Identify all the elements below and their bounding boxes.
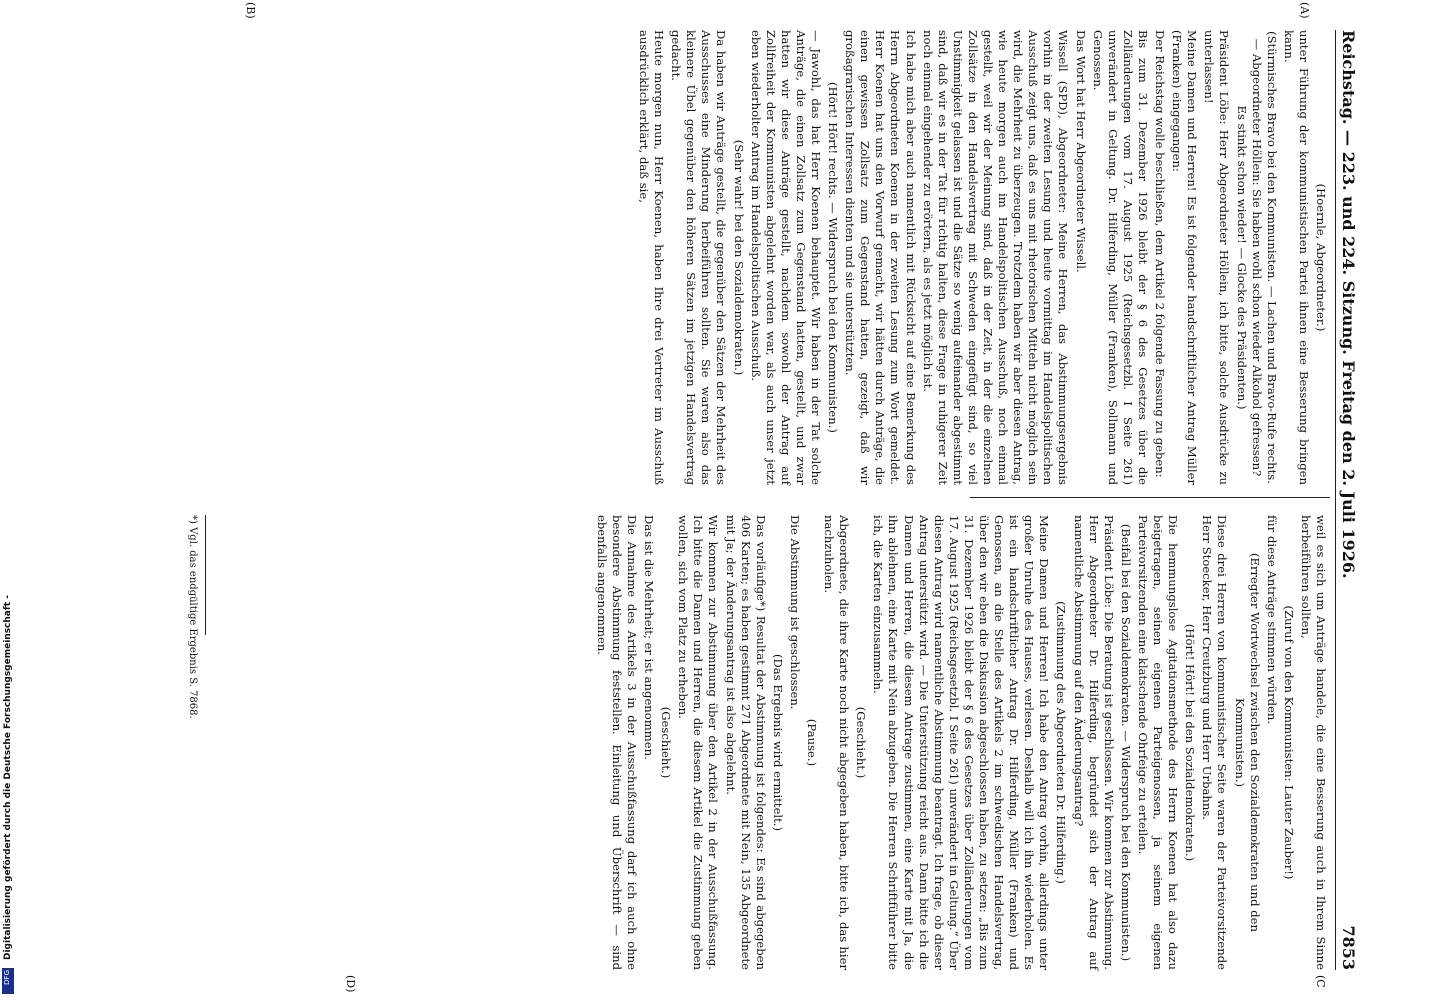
paragraph: Präsident Löbe: Die Beratung ist geschlossen. Wir kommen zur Abstimmung. Herr Abgeordneter Dr. Hilferding, begründet sich der Antrag auf namentliche Abstimmung auf den Änderungsantrag? [1071,515,1116,970]
margin-marker-c: (C [1314,975,1327,988]
margin-marker-d: (D) [344,975,357,993]
paragraph: unter Führung der kommunistischen Partei ihnen eine Besserung bringen kann. [1281,30,1311,485]
paragraph: Das Wort hat Herr Abgeordneter Wissell. [1073,30,1088,273]
digitization-credit-text: Digitalisierung gefördert durch die Deutsche Forschungsgemeinschaft - [3,595,13,960]
interjection: (Geschieht.) [854,706,869,779]
paragraph: Heute morgen nun, Herr Koenen, haben Ihre drei Vertreter im Ausschuß ausdrücklich erklärt, daß sie, [636,30,667,485]
paragraph: Präsident Löbe: Herr Abgeordneter Höllein, ich bitte, solche Ausdrücke zu unterlassen! [1202,30,1232,485]
right-column [592,515,1328,970]
interjection: (Stürmisches Bravo bei den Kommunisten. — Lachen und Bravo-Rufe rechts. — Abgeordneter Höllein: Sie haben wohl schon wieder Alkohol gefressen? Es stinkt schon wieder! — Glocke des Präsidenten.) [1234,31,1279,484]
paragraph: Da haben wir Anträge gestellt, die gegenüber den Sätzen der Mehrheit des Ausschusses eine Minderung herbeiführen sollten. Sie waren also das kleinere Übel gegenüber den höheren Sätzen im jetzigen Handelsvertrag gedacht. [669,30,729,485]
paragraph: Diese drei Herren von kommunistischer Seite waren der Parteivorsitzende Herr Stoecker, Herr Creutzburg und Herr Urbahns. [1200,515,1230,970]
paragraph: für diese Anträge stimmen würden. [1264,515,1279,725]
paragraph: Wir kommen zur Abstimmung über den Artikel 2 in der Ausschußfassung. Ich bitte die Damen und Herren, die diesem Artikel die Zustimmung geben wollen, sich vom Platz zu erheben. [676,515,721,970]
footnote: *) Vgl. das endgültige Ergebnis S. 7868. [187,515,198,719]
interjection: (Erregter Wortwechsel zwischen den Sozialdemokraten und den Kommunisten.) [1232,552,1262,932]
dfg-logo-icon [2,968,14,994]
paragraph: Abgeordnete, die ihre Karte noch nicht abgegeben haben, bitte ich, das hier nachzuholen. [822,515,852,970]
margin-marker-a: (A) [1298,2,1311,19]
paragraph: Das vorläufige*) Resultat der Abstimmung ist folgendes: Es sind abgegeben 406 Karten; es haben gestimmt 271 Abgeordnete mit Nein, 135 Abgeordnete mit Ja; der Änderungsantrag ist also abgelehnt. [723,515,768,970]
paragraph: Der Reichstag wolle beschließen, dem Artikel 2 folgende Fassung zu geben: [1153,30,1168,478]
paragraph: Das ist die Mehrheit; er ist angenommen. [642,515,657,760]
paragraph: Die hemmungslose Agitationsmethode des Herrn Koenen hat also dazu beigetragen, seinen eigenen Parteigenossen, ja seinem eigenen Parteivorsitzenden eine klatschende Ohrfeige zu erteilen. [1135,515,1181,970]
margin-marker-b: (B) [244,2,257,19]
speaker-tag: (Hoernle, Abgeordneter.) [1314,183,1328,332]
column-divider [970,497,1330,498]
interjection: (Pause.) [805,718,819,767]
paragraph: weil es sich um Anträge handele, die eine Besserung auch in Ihrem Sinne herbeiführen sollten, [1298,515,1328,970]
interjection: (Zuruf von den Kommunisten: Lauter Zauber!) [1281,605,1296,880]
left-column [634,30,1328,485]
interjection: (Zustimmung des Abgeordneten Dr. Hilferding.) [1054,601,1069,884]
paragraph: Die Annahme des Artikels 3 in der Ausschußfassung darf ich auch ohne besondere Abstimmung feststellen. Einleitung und Überschrift — sind ebenfalls angenommen. [594,515,639,970]
paragraph: Ich habe mich aber auch namentlich mit Rücksicht auf eine Bemerkung des Herrn Abgeordneten Koenen in der zweiten Lesung zum Wort gemeldet. Herr Koenen hat uns den Vorwurf gemacht, wir hätten durch Anträge, die einen gewissen Zollsatz zum Gegenstand hatten, gezeigt, daß wir großagrarischen Interessen dienten und sie unterstützten. [843,30,918,485]
interjection: (Geschieht.) [659,706,674,779]
interjection: (Das Ergebnis wird ermittelt.) [770,653,785,832]
interjection: (Beifall bei den Sozialdemokraten. — Widerspruch bei den Kommunisten.) [1118,523,1133,962]
paragraph: Meine Damen und Herren! Es ist folgender handschriftlicher Antrag Müller (Franken) eingegangen: [1170,30,1200,485]
interjection: (Hört! Hört! bei den Sozialdemokraten.) [1183,623,1198,862]
interjection: (Hört! Hört! rechts. — Widerspruch bei den Kommunisten.) [826,82,841,433]
paragraph: Die Abstimmung ist geschlossen. [787,515,802,710]
footnote-rule [205,515,206,635]
motion-text: Bis zum 31. Dezember 1926 bleibt der § 6 des Gesetzes über die Zolländerungen vom 17. August 1925 (Reichsgesetzbl. I Seite 261) unverändert in Geltung. Dr. Hilferding, Müller (Franken), Sollmann und Genossen. [1090,30,1150,485]
interjection: (Sehr wahr! bei den Sozialdemokraten.) [731,139,746,376]
paragraph: Meine Damen und Herren! Ich habe den Antrag vorhin, allerdings unter großer Unruhe des Hauses, verlesen. Deshalb will ich ihn wiederholen. Es ist ein handschriftlicher Antrag Dr. Hilferding, Müller (Franken) und Genossen, an die Stelle des Artikels 2 im schwedischen Handelsvertrag, über den wir eben die Diskussion abgeschlossen haben, zu setzen: „Bis zum 31. Dezember 1926 bleibt der § 6 des Gesetzes über Zolländerungen vom 17. August 1925 (Reichsgesetzbl. I Seite 261) unverändert in Geltung.“ Über diesen Antrag wird namentliche Abstimmung beantragt. Ich frage, ob dieser Antrag unterstützt wird. — Die Unterstützung reicht aus. Dann bitte ich die Damen und Herren, die diesem Antrage zustimmen, eine Karte mit Ja, die ihn ablehnen, eine Karte mit Nein abzugeben. Die Herren Schriftführer bitte ich, die Karten einzusammeln. [871,515,1052,970]
page-header-title: Reichstag. — 223. und 224. Sitzung. Freitag den 2. Juli 1926. [1339,30,1358,579]
paragraph: — Jawohl, das hat Herr Koenen behauptet. Wir haben in der Tat solche Anträge, die einen Zollsatz zum Gegenstand hatten, gestellt, und zwar hatten wir diese Anträge gestellt, nachdem sowohl der Antrag auf Zollfreiheit der Kommunisten abgelehnt worden war, als auch unser jetzt eben wiederholter Antrag im Handelspolitischen Ausschuß. [748,30,823,485]
rotated-page-content [108,0,1358,1000]
dfg-logo-text: DFG [3,970,11,985]
page-header [1335,30,1356,970]
paragraph: Wissell (SPD), Abgeordneter: Meine Herren, das Abstimmungsergebnis vorhin in der zweiten Lesung und heute vormittag im Handelspolitischen Ausschuß zeigt uns, daß es uns mit rhetorischen Mitteln nicht möglich sein wird, die Mehrheit zu überzeugen. Trotzdem haben wir aber diesen Antrag, wie heute morgen auch im Handelspolitischen Ausschuß, noch einmal gestellt, weil wir der Meinung sind, daß in der Zeit, in der die einzelnen Zollsätze in den Handelsvertrag mit Schweden eingefügt sind, so viel Unstimmigkeit gelassen ist und die Sätze so wenig aufeinander abgestimmt sind, daß wir es in der Tat für richtig halten, diese Frage in ruhigerer Zeit noch einmal eingehender zu erörtern, als es jetzt möglich ist. [920,30,1071,485]
page-number: 7853 [1339,925,1358,970]
